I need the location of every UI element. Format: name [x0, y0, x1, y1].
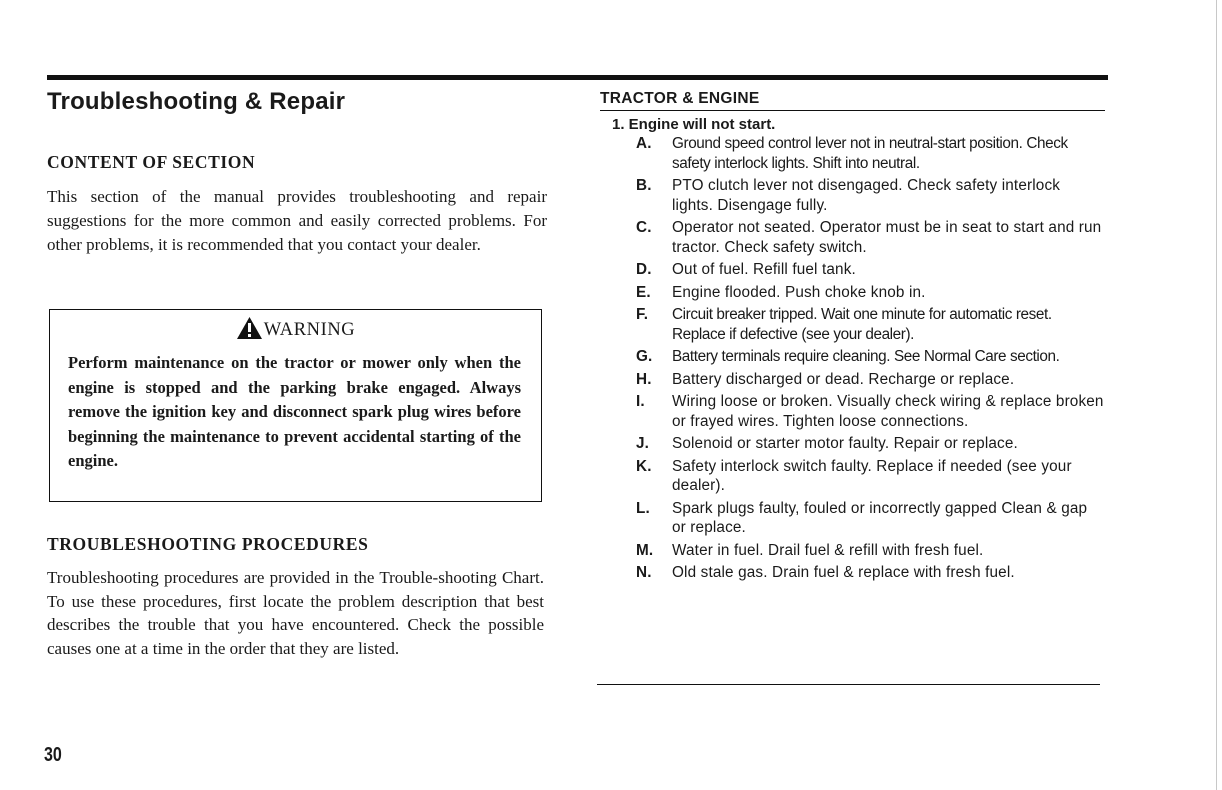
cause-letter: C.: [636, 219, 652, 236]
warning-body: Perform maintenance on the tractor or mower only when the engine is stopped and the parking brake engaged. Always remove the ignition key and disconnect spark plug wires before beginning the maintenance to prevent accidental starting of the engine.: [68, 353, 521, 471]
list-item: [600, 260, 1105, 280]
list-item: [600, 434, 1105, 454]
cause-text: Out of fuel. Refill fuel tank.: [672, 261, 856, 278]
list-item: [600, 305, 1105, 344]
page-edge: [1216, 0, 1217, 790]
bottom-rule: [597, 684, 1100, 685]
cause-letter: F.: [636, 306, 649, 323]
cause-text: Battery terminals require cleaning. See Normal Care section.: [672, 348, 1060, 365]
cause-text: Safety interlock switch faulty. Replace if needed (see your dealer).: [672, 457, 1072, 494]
cause-text: Wiring loose or broken. Visually check wiring & replace broken or frayed wires. Tighten loose connections.: [672, 393, 1104, 430]
list-item: [600, 283, 1105, 303]
top-rule: [47, 75, 1108, 80]
cause-letter: B.: [636, 177, 652, 194]
list-item: [600, 370, 1105, 390]
cause-text: Old stale gas. Drain fuel & replace with fresh fuel.: [672, 564, 1015, 581]
cause-text: Solenoid or starter motor faulty. Repair or replace.: [672, 435, 1018, 452]
list-item: [600, 176, 1105, 215]
cause-letter: L.: [636, 499, 650, 517]
list-item: [600, 499, 1105, 538]
cause-letter: H.: [636, 370, 652, 388]
list-item: [600, 347, 1105, 367]
cause-text: Circuit breaker tripped. Wait one minute for automatic reset. Replace if defective (see your dealer).: [672, 306, 1052, 343]
cause-text: Spark plugs faulty, fouled or incorrectly gapped Clean & gap or replace.: [672, 499, 1088, 536]
content-of-section-body: This section of the manual provides troubleshooting and repair suggestions for the more common and easily corrected problems. For other problems, it is recommended that you contact your dealer.: [47, 187, 547, 254]
warning-triangle-icon: [236, 316, 263, 340]
page-number: 30: [44, 744, 62, 766]
list-item: [600, 218, 1105, 257]
troubleshooting-procedures-heading: TROUBLESHOOTING PROCEDURES: [47, 534, 369, 554]
troubleshooting-procedures-body: Troubleshooting procedures are provided in the Trouble-shooting Chart. To use these procedures, first locate the problem description that best describes the trouble that you have encountered. Check the possible causes one at a time in the order that they are listed.: [47, 568, 544, 658]
cause-letter: G.: [636, 348, 653, 365]
left-column: [47, 88, 547, 658]
cause-text: Battery discharged or dead. Recharge or replace.: [672, 370, 1015, 388]
cause-letter: A.: [636, 135, 652, 152]
page-title: Troubleshooting & Repair: [47, 88, 346, 115]
list-item: [600, 134, 1105, 173]
cause-letter: E.: [636, 283, 651, 301]
content-of-section-heading: CONTENT OF SECTION: [47, 152, 256, 172]
cause-text: PTO clutch lever not disengaged. Check safety interlock lights. Disengage fully.: [672, 177, 1061, 214]
cause-letter: D.: [636, 261, 652, 278]
cause-letter: N.: [636, 564, 652, 581]
warning-heading: WARNING: [263, 320, 356, 340]
problem-title: 1. Engine will not start.: [612, 116, 776, 133]
cause-list: [600, 134, 1105, 583]
cause-text: Operator not seated. Operator must be in seat to start and run tractor. Check safety switch.: [672, 219, 1102, 256]
warning-box: [49, 309, 542, 502]
cause-letter: K.: [636, 457, 652, 475]
cause-text: Ground speed control lever not in neutral-start position. Check safety interlock lights. Shift into neutral.: [672, 135, 1068, 172]
list-item: [600, 541, 1105, 561]
cause-text: Engine flooded. Push choke knob in.: [672, 283, 926, 301]
list-item: [600, 563, 1105, 583]
cause-letter: I.: [636, 393, 645, 410]
warning-header: [50, 316, 541, 341]
right-column: [600, 90, 1105, 586]
cause-text: Water in fuel. Drail fuel & refill with fresh fuel.: [672, 541, 984, 559]
list-item: [600, 457, 1105, 496]
cause-letter: M.: [636, 541, 654, 559]
cause-letter: J.: [636, 435, 650, 452]
list-item: [600, 392, 1105, 431]
tractor-engine-heading: TRACTOR & ENGINE: [600, 90, 1105, 111]
